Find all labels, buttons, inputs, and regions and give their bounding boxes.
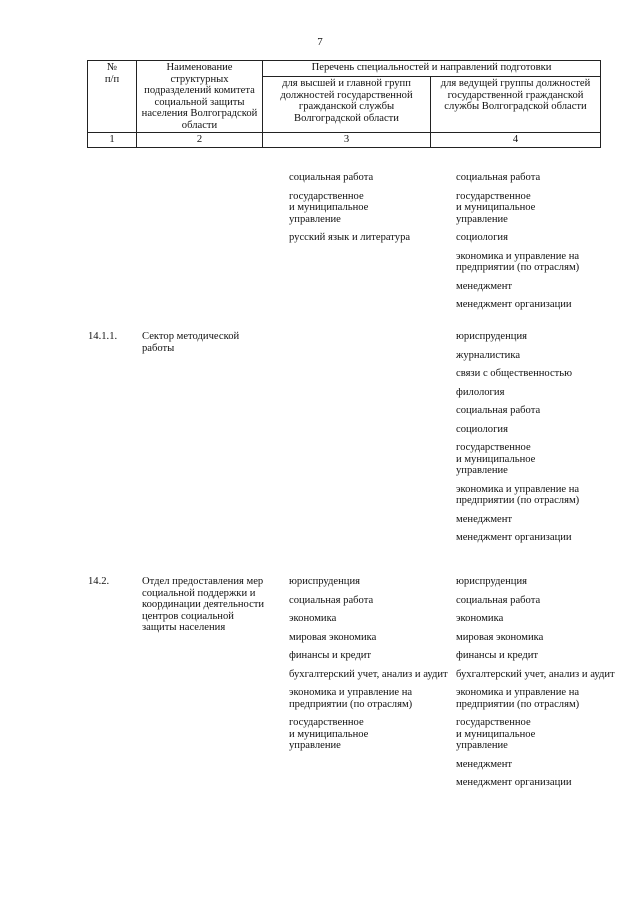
list-item: менеджмент организации — [456, 777, 572, 788]
list-item: социология — [456, 423, 508, 435]
cont-col3-list — [289, 172, 449, 251]
header-col-number: № п/п — [88, 61, 137, 133]
page-number: 7 — [317, 36, 323, 48]
list-item: экономика и управление на предприятии (по отраслям) — [289, 687, 413, 710]
list-item: юриспруденция — [289, 576, 361, 587]
list-item: юриспруденция — [456, 576, 528, 587]
list-item: государственное и муниципальное управление — [456, 717, 536, 751]
list-item: менеджмент организации — [456, 299, 572, 310]
header-num-4: 4 — [431, 133, 601, 148]
header-num-2: 2 — [137, 133, 263, 148]
list-item: менеджмент — [456, 513, 513, 525]
list-item: менеджмент — [456, 280, 513, 292]
r142-col3-list — [289, 576, 449, 759]
list-item: журналистика — [456, 349, 521, 361]
row-number-14-2: 14.2. — [88, 576, 110, 587]
list-item: менеджмент — [456, 758, 513, 770]
list-item: экономика и управление на предприятии (по отраслям) — [456, 687, 580, 710]
list-item: бухгалтерский учет, анализ и аудит — [289, 668, 448, 680]
list-item: русский язык и литература — [289, 232, 411, 243]
cont-col4-list — [456, 172, 616, 318]
row-number-14-1-1: 14.1.1. — [88, 331, 118, 342]
header-col-senior-group: для высшей и главной групп должностей государственной гражданской службы Волгоградской области — [263, 77, 431, 133]
list-item: государственное и муниципальное управление — [456, 190, 536, 225]
list-item: экономика и управление на предприятии (по отраслям) — [456, 483, 580, 506]
list-item: социальная работа — [456, 594, 541, 606]
header-col-leading-group: для ведущей группы должностей государственной гражданской службы Волгоградской области — [431, 77, 601, 133]
list-item: государственное и муниципальное управление — [289, 190, 369, 225]
unit-name-14-2: Отдел предоставления мер социальной поддержки и координации деятельности центров социальной защиты населения — [142, 576, 265, 633]
list-item: бухгалтерский учет, анализ и аудит — [456, 668, 615, 680]
header-col-unit-name: Наименование структурных подразделений комитета социальной защиты населения Волгоградской области — [137, 61, 263, 133]
list-item: филология — [456, 386, 505, 398]
table-header — [87, 60, 601, 148]
r142-col4-list — [456, 576, 616, 796]
list-item: государственное и муниципальное управление — [289, 717, 369, 751]
list-item: социальная работа — [289, 172, 374, 183]
list-item: социальная работа — [289, 594, 374, 606]
unit-name-14-1-1: Сектор методической работы — [142, 331, 240, 354]
list-item: социология — [456, 232, 508, 243]
list-item: государственное и муниципальное управление — [456, 442, 536, 476]
list-item: связи с общественностью — [456, 368, 573, 379]
header-col-specialties: Перечень специальностей и направлений подготовки — [263, 61, 601, 77]
list-item: экономика и управление на предприятии (по отраслям) — [456, 250, 580, 273]
list-item: мировая экономика — [289, 631, 377, 643]
list-item: юриспруденция — [456, 331, 528, 342]
list-item: финансы и кредит — [456, 650, 539, 661]
list-item: финансы и кредит — [289, 650, 372, 661]
list-item: менеджмент организации — [456, 532, 572, 543]
list-item: экономика — [456, 613, 504, 624]
header-num-3: 3 — [263, 133, 431, 148]
list-item: мировая экономика — [456, 631, 544, 643]
list-item: экономика — [289, 613, 337, 624]
list-item: социальная работа — [456, 405, 541, 416]
header-num-1: 1 — [88, 133, 137, 148]
list-item: социальная работа — [456, 172, 541, 183]
r1411-col4-list — [456, 331, 616, 551]
